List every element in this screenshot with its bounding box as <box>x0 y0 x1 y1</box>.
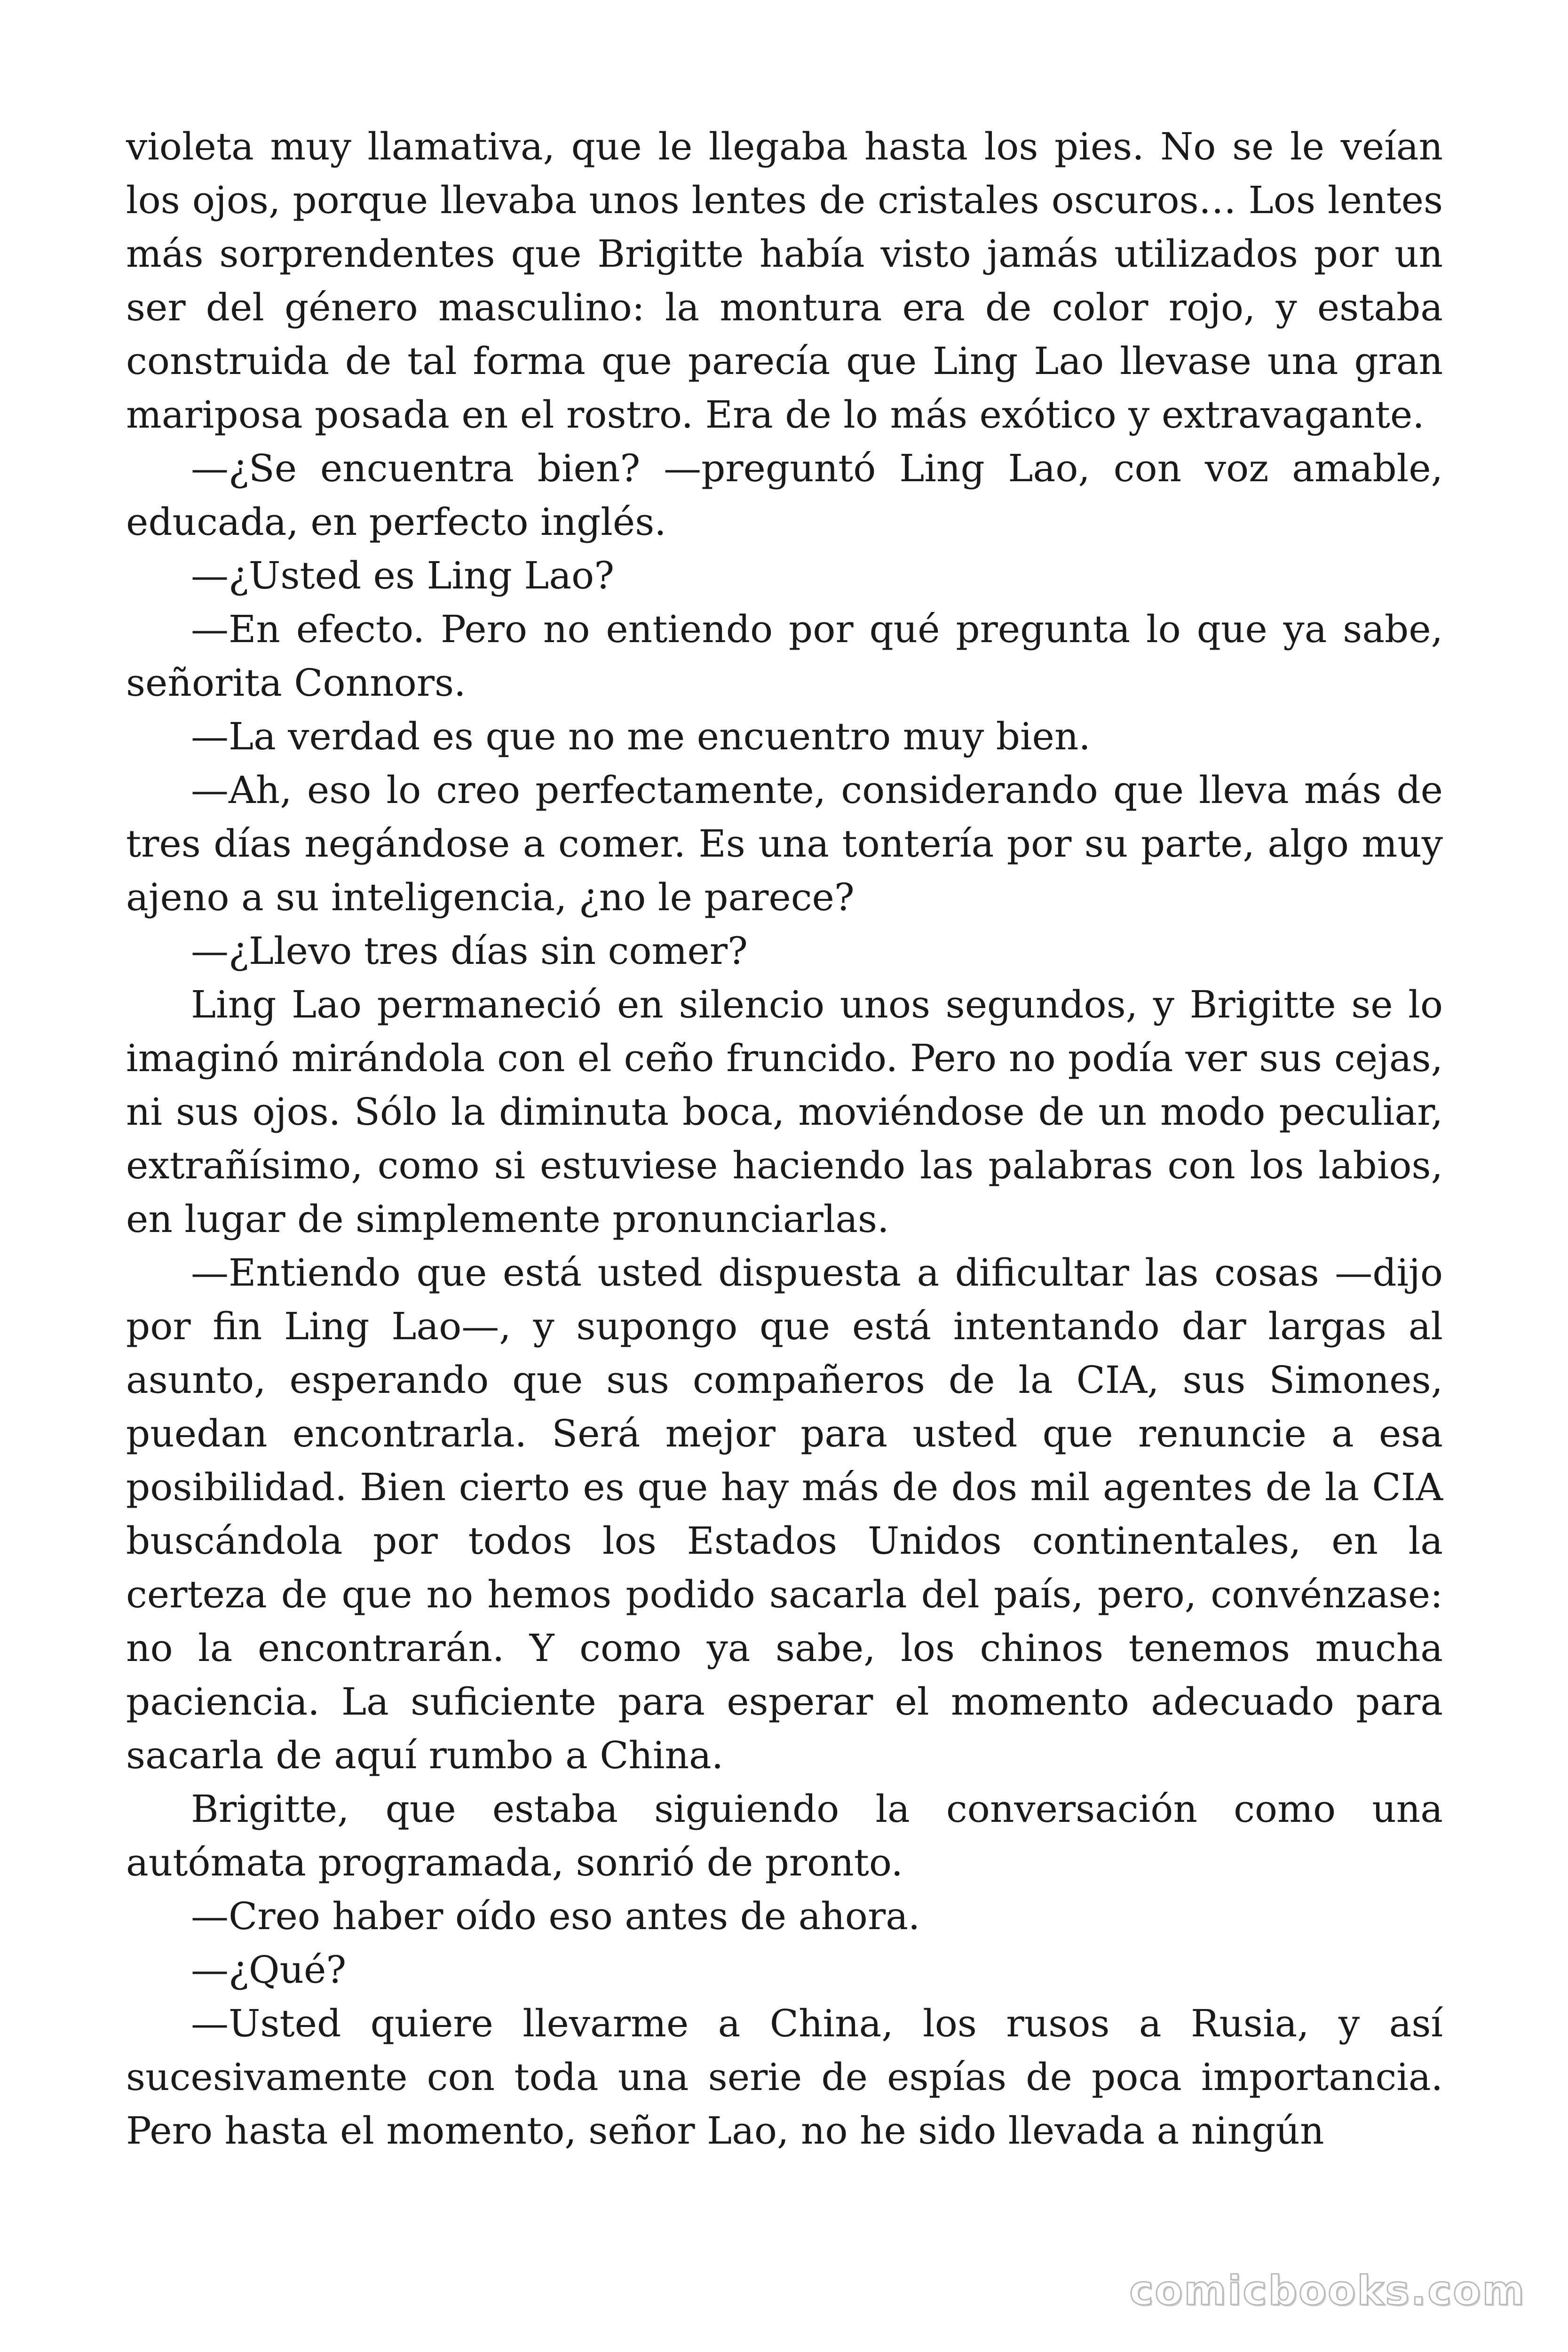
watermark-logo: comicbooks.com <box>1129 2267 1526 2314</box>
paragraph: —Creo haber oído eso antes de ahora. <box>191 1894 920 1938</box>
paragraph: —¿Llevo tres días sin comer? <box>191 929 748 973</box>
paragraph: —Usted quiere llevarme a China, los rusos a Rusia, y así sucesivamente con toda una serie de espías de poca importancia. Pero hasta el momento, señor Lao, no he sido llevada a ningún <box>126 2002 1443 2153</box>
paragraph: —Entiendo que está usted dispuesta a dificultar las cosas —dijo por fin Ling Lao—, y supongo que está intentando dar largas al asunto, esperando que sus compañeros de la CIA, sus Simones, puedan encontrarla. Será mejor para usted que renuncie a esa posibilidad. Bien cierto es que hay más de dos mil agentes de la CIA buscándola por todos los Estados Unidos continentales, en la certeza de que no hemos podido sacarla del país, pero, convénzase: no la encontrarán. Y como ya sabe, los chinos tenemos mucha paciencia. La suficiente para esperar el momento adecuado para sacarla de aquí rumbo a China. <box>126 1251 1443 1777</box>
paragraph: —Ah, eso lo creo perfectamente, considerando que lleva más de tres días negándose a comer. Es una tontería por su parte, algo muy ajeno a su inteligencia, ¿no le parece? <box>126 768 1443 919</box>
paragraph: —En efecto. Pero no entiendo por qué pregunta lo que ya sabe, señorita Connors. <box>126 607 1443 705</box>
paragraph: —¿Usted es Ling Lao? <box>191 554 615 597</box>
paragraph: —La verdad es que no me encuentro muy bien. <box>191 715 1091 758</box>
paragraph: Ling Lao permaneció en silencio unos segundos, y Brigitte se lo imaginó mirándola con el ceño fruncido. Pero no podía ver sus cejas, ni sus ojos. Sólo la diminuta boca, moviéndose de un modo peculiar, extrañísimo, como si estuviese haciendo las palabras con los labios, en lugar de simplemente pronunciarlas. <box>126 983 1443 1241</box>
page-body-text <box>126 120 1443 2158</box>
paragraph: violeta muy llamativa, que le llegaba hasta los pies. No se le veían los ojos, porque llevaba unos lentes de cristales oscuros… Los lentes más sorprendentes que Brigitte había visto jamás utilizados por un ser del género masculino: la montura era de color rojo, y estaba construida de tal forma que parecía que Ling Lao llevase una gran mariposa posada en el rostro. Era de lo más exótico y extravagante. <box>126 125 1443 437</box>
paragraph: —¿Qué? <box>191 1948 347 1992</box>
paragraph: —¿Se encuentra bien? —preguntó Ling Lao, con voz amable, educada, en perfecto inglés. <box>126 446 1443 544</box>
paragraph: Brigitte, que estaba siguiendo la conversación como una autómata programada, sonrió de pronto. <box>126 1787 1443 1884</box>
